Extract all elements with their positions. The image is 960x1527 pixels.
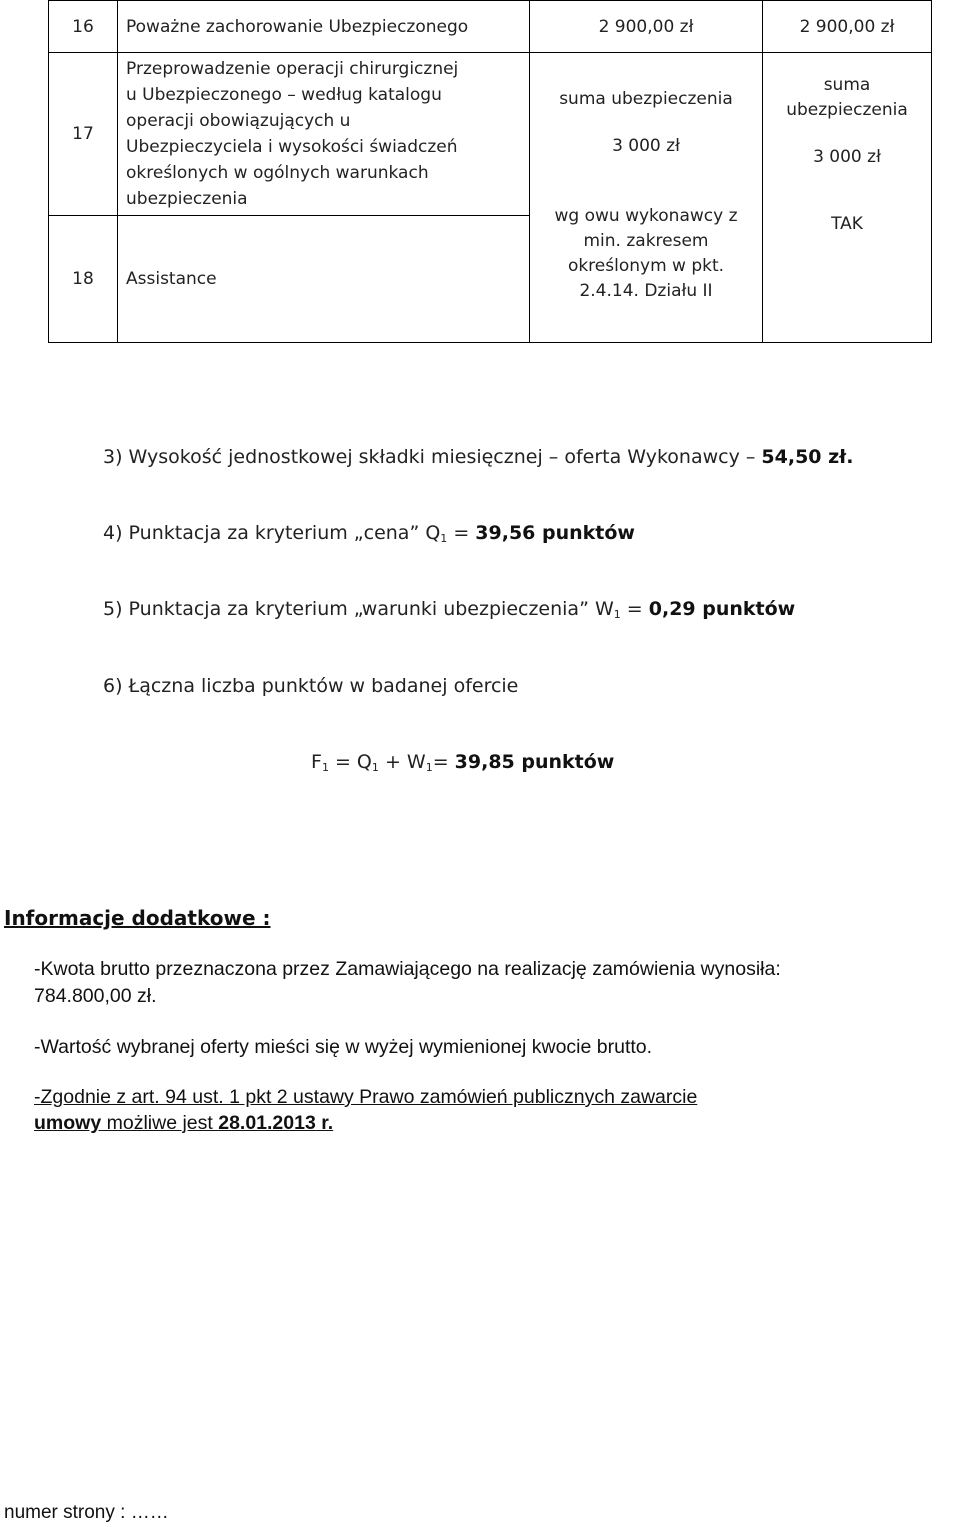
desc-line: Przeprowadzenie operacji chirurgicznej: [126, 59, 459, 79]
info-text: r.: [315, 1112, 334, 1134]
row-number: 16: [49, 1, 118, 53]
table-row: [49, 53, 932, 216]
equals: =: [447, 522, 476, 544]
subscript: 1: [440, 532, 448, 545]
item-text: 3) Wysokość jednostkowej składki miesięcznej – oferta Wykonawcy –: [103, 446, 762, 468]
item-5: [103, 598, 795, 621]
info-heading: Informacje dodatkowe :: [4, 906, 271, 930]
row-number: 17: [49, 53, 118, 216]
page-number-label: numer strony : ……: [4, 1502, 169, 1523]
info-line: [34, 1112, 333, 1135]
formula-value: 39,85 punktów: [454, 751, 615, 773]
assistance-note: określonym w pkt.: [567, 256, 725, 276]
assistance-note: wg owu wykonawcy z: [554, 206, 738, 226]
formula: [311, 751, 614, 774]
sum-column-b: [763, 53, 932, 343]
formula-q: = Q: [328, 751, 372, 773]
table-row: [49, 1, 932, 53]
subscript: 1: [371, 761, 379, 774]
formula-f: F: [311, 751, 322, 773]
assistance-note: min. zakresem: [583, 231, 709, 251]
sum-value: 3 000 zł: [612, 136, 680, 156]
row-number: 18: [49, 216, 118, 343]
item-6: [103, 675, 518, 697]
assistance-note: 2.4.14. Działu II: [579, 281, 713, 301]
info-underlined: umowy: [34, 1112, 102, 1134]
item-text: 4) Punktacja za kryterium „cena” Q: [103, 522, 441, 544]
subscript: 1: [321, 761, 329, 774]
sum-value: 3 000 zł: [813, 147, 881, 167]
info-text: możliwe jest: [101, 1112, 219, 1134]
desc-line: określonych w ogólnych warunkach: [126, 163, 429, 183]
item-value: 0,29 punktów: [648, 598, 796, 620]
assistance-value: TAK: [831, 214, 863, 234]
desc-line: u Ubezpieczonego – według katalogu: [126, 85, 442, 105]
item-4: [103, 522, 635, 545]
info-line: -Zgodnie z art. 94 ust. 1 pkt 2 ustawy Prawo zamówień publicznych zawarcie: [34, 1086, 698, 1108]
sum-column-b: 2 900,00 zł: [763, 1, 932, 53]
desc-line: ubezpieczenia: [126, 189, 248, 209]
item-text: 5) Punktacja za kryterium „warunki ubezpieczenia” W: [103, 598, 614, 620]
info-date: 28.01.2013: [218, 1112, 316, 1134]
row-description: Poważne zachorowanie Ubezpieczonego: [118, 1, 530, 53]
info-line: 784.800,00 zł.: [34, 985, 157, 1007]
row-description: Assistance: [118, 216, 530, 343]
item-value: 54,50 zł.: [761, 446, 854, 468]
benefits-table: [48, 0, 932, 343]
formula-w: + W: [378, 751, 426, 773]
equals: =: [620, 598, 649, 620]
subscript: 1: [613, 608, 621, 621]
desc-line: operacji obowiązujących u: [126, 111, 351, 131]
formula-eq: =: [432, 751, 455, 773]
sum-label: suma ubezpieczenia: [559, 89, 733, 109]
sum-label: ubezpieczenia: [786, 100, 908, 120]
desc-line: Ubezpieczyciela i wysokości świadczeń: [126, 137, 458, 157]
sum-label: suma: [823, 75, 871, 95]
row-description: [118, 53, 530, 216]
info-line: -Kwota brutto przeznaczona przez Zamawiającego na realizację zamówienia wynosiła:: [34, 958, 781, 980]
item-3: [103, 446, 853, 468]
subscript: 1: [425, 761, 433, 774]
sum-column-a: [530, 53, 763, 343]
item-text: 6) Łączna liczba punktów w badanej ofercie: [103, 675, 519, 697]
sum-column-a: 2 900,00 zł: [530, 1, 763, 53]
info-line: -Wartość wybranej oferty mieści się w wyżej wymienionej kwocie brutto.: [34, 1036, 653, 1058]
item-value: 39,56 punktów: [475, 522, 635, 544]
